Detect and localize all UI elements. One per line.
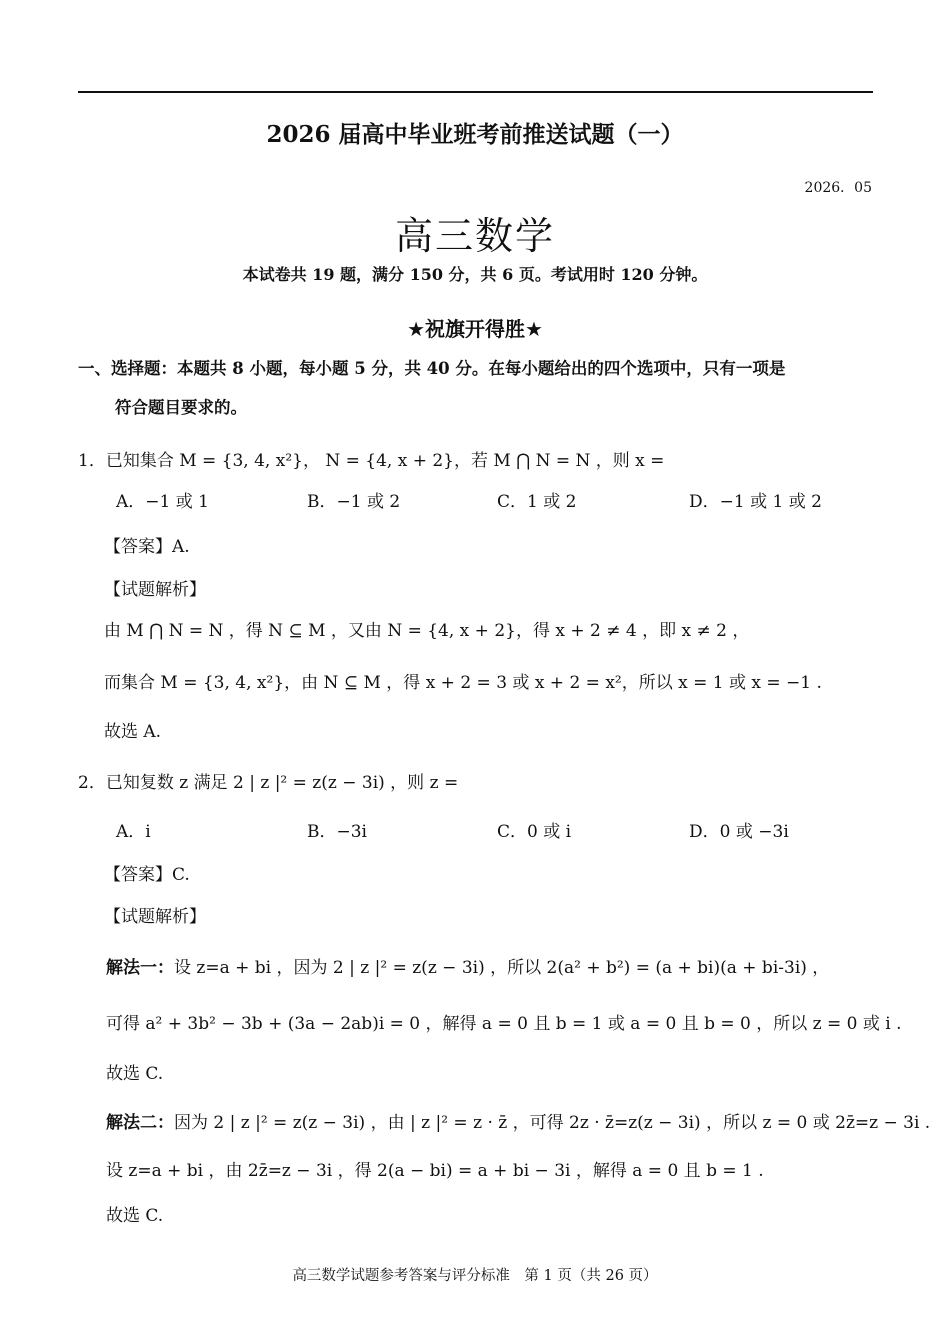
q1-stem: 1．已知集合 M = {3, 4, x²}， N = {4, x + 2}，若 M ⋂ N = N ，则 x =: [78, 451, 665, 471]
q1-analysis-line: 而集合 M = {3, 4, x²}，由 N ⊆ M ，得 x + 2 = 3 或 x + 2 = x²，所以 x = 1 或 x = −1 .: [104, 673, 822, 693]
q1-option-b: B．−1 或 2: [307, 492, 401, 512]
method1-line: 设 z=a + bi ，因为 2 | z |² = z(z − 3i) ，所以 2(a² + b²) = (a + bi)(a + bi-3i) ，: [174, 958, 830, 978]
q2-option-c: C．0 或 i: [497, 822, 572, 842]
q1-analysis-line: 由 M ⋂ N = N ，得 N ⊆ M ，又由 N = {4, x + 2}，得 x + 2 ≠ 4 ，即 x ≠ 2 ，: [104, 621, 750, 641]
method2-label: 解法二：: [106, 1113, 174, 1133]
q1-conclusion: 故选 A.: [104, 722, 162, 742]
q1-option-a: A．−1 或 1: [116, 492, 209, 512]
q2-stem: 2．已知复数 z 满足 2 | z |² = z(z − 3i) ，则 z =: [78, 773, 459, 793]
subject-title: 高三数学: [394, 214, 555, 258]
q2-method1: [106, 957, 829, 979]
q2-method2-line2: 设 z=a + bi ，由 2z̄=z − 3i ，得 2(a − bi) = a + bi − 3i ，解得 a = 0 且 b = 1 .: [106, 1161, 764, 1181]
q2-option-d: D．0 或 −3i: [689, 822, 789, 842]
exam-note: 本试卷共 19 题，满分 150 分，共 6 页。考试用时 120 分钟。: [242, 265, 708, 284]
q2-method2: [106, 1112, 930, 1134]
method1-label: 解法一：: [106, 958, 174, 978]
q2-answer: 【答案】C.: [104, 865, 190, 885]
top-rule: [78, 91, 873, 93]
q2-option-a: A．i: [116, 822, 151, 842]
q2-analysis-label: 【试题解析】: [104, 907, 206, 927]
q2-method1-conclusion: 故选 C.: [106, 1064, 164, 1084]
page-footer: 高三数学试题参考答案与评分标准 第 1 页（共 26 页）: [292, 1268, 658, 1284]
method2-line: 因为 2 | z |² = z(z − 3i) ，由 | z |² = z · z̄ ，可得 2z · z̄=z(z − 3i) ，所以 z = 0 或 2z̄=z − 3i .: [174, 1113, 931, 1133]
q2-option-b: B．−3i: [307, 822, 367, 842]
q2-method2-conclusion: 故选 C.: [106, 1206, 164, 1226]
q1-option-c: C．1 或 2: [497, 492, 577, 512]
q1-analysis-label: 【试题解析】: [104, 580, 206, 600]
exam-title: 2026 届高中毕业班考前推送试题（一）: [266, 121, 684, 148]
section-heading-cont: 符合题目要求的。: [115, 398, 247, 417]
motto: ★祝旗开得胜★: [407, 317, 543, 341]
q2-method1-line2: 可得 a² + 3b² − 3b + (3a − 2ab)i = 0 ，解得 a = 0 且 b = 1 或 a = 0 且 b = 0 ，所以 z = 0 或 i .: [106, 1014, 902, 1034]
exam-date: 2026．05: [804, 180, 872, 196]
q1-answer: 【答案】A.: [104, 537, 190, 557]
section-heading: 一、选择题：本题共 8 小题，每小题 5 分，共 40 分。在每小题给出的四个选项中，只有一项是: [78, 359, 786, 378]
q1-option-d: D．−1 或 1 或 2: [689, 492, 822, 512]
